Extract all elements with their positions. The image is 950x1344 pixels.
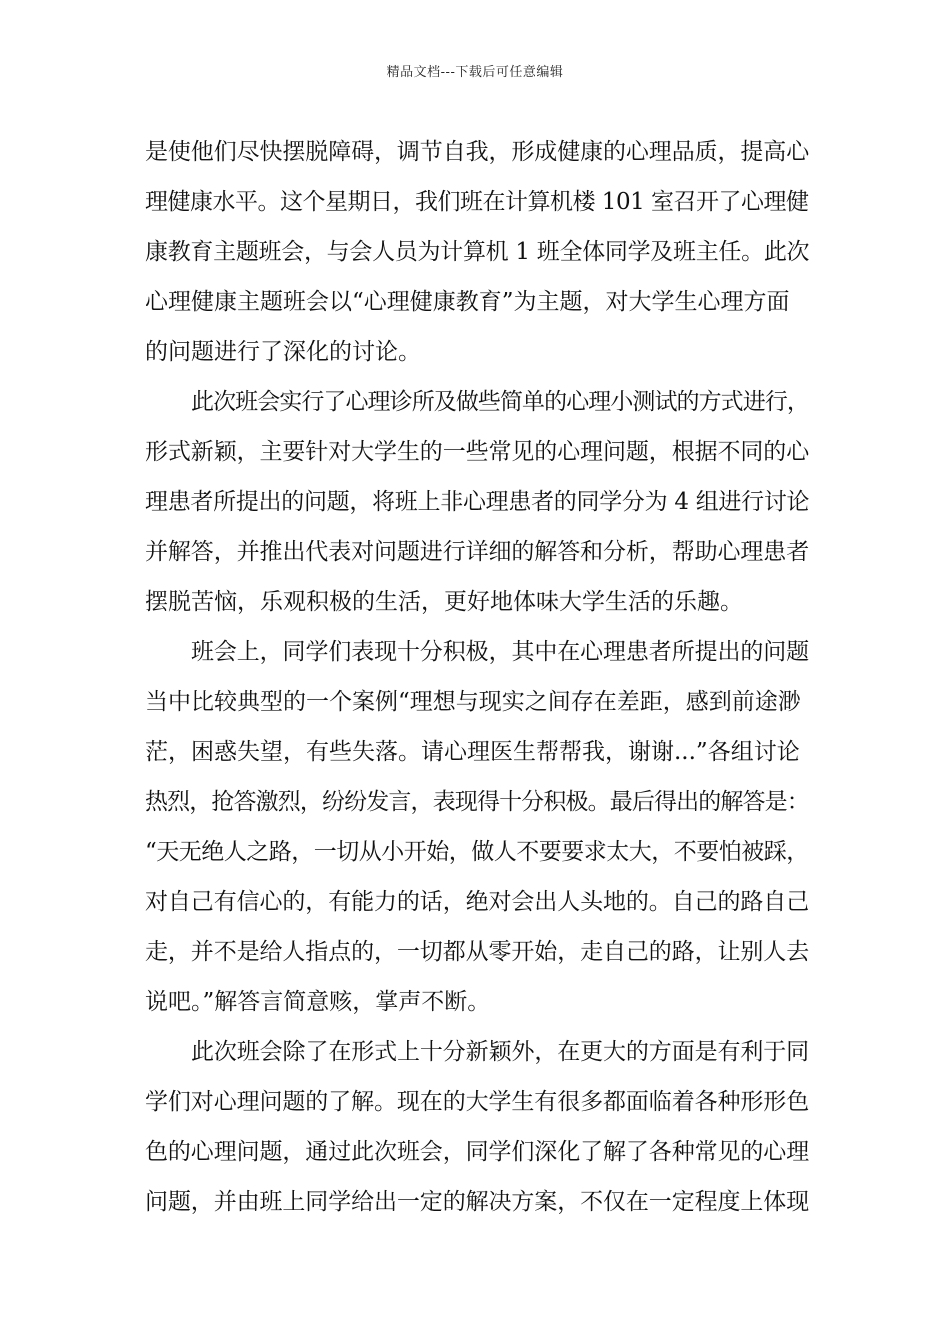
text-line: 茫，困惑失望，有些失落。请心理医生帮帮我，谢谢...”各组讨论 (145, 739, 800, 765)
text-line: 说吧。”解答言简意赅，掌声不断。 (145, 989, 491, 1015)
text-line: 心理健康主题班会以“心理健康教育”为主题，对大学生心理方面 (145, 289, 790, 315)
text-line: 摆脱苦恼，乐观积极的生活，更好地体味大学生活的乐趣。 (145, 589, 743, 615)
text-line: 问题，并由班上同学给出一定的解决方案，不仅在一定程度上体现 (145, 1189, 810, 1215)
text-line: 并解答，并推出代表对问题进行详细的解答和分析，帮助心理患者 (145, 539, 810, 565)
text-line: 色的心理问题，通过此次班会，同学们深化了解了各种常见的心理 (145, 1139, 810, 1165)
text-line: 此次班会除了在形式上十分新颖外，在更大的方面是有利于同 (191, 1039, 810, 1065)
text-line: 热烈，抢答激烈，纷纷发言，表现得十分积极。最后得出的解答是： (145, 789, 809, 815)
text-line: 形式新颖，主要针对大学生的一些常见的心理问题，根据不同的心 (145, 439, 810, 465)
text-line: 学们对心理问题的了解。现在的大学生有很多都面临着各种形形色 (145, 1089, 810, 1115)
text-line: 康教育主题班会，与会人员为计算机 1 班全体同学及班主任。此次 (145, 239, 810, 265)
text-line: “天无绝人之路，一切从小开始，做人不要要求太大，不要怕被踩， (145, 839, 809, 865)
document-body (145, 127, 809, 1227)
text-line: 是使他们尽快摆脱障碍，调节自我，形成健康的心理品质，提高心 (145, 139, 810, 165)
text-line: 理患者所提出的问题，将班上非心理患者的同学分为 4 组进行讨论 (145, 489, 810, 515)
page-header: 精品文档---下载后可任意编辑 (386, 65, 564, 80)
text-line: 理健康水平。这个星期日，我们班在计算机楼 101 室召开了心理健 (145, 189, 809, 215)
text-line: 的问题进行了深化的讨论。 (145, 339, 421, 365)
text-line: 对自己有信心的，有能力的话，绝对会出人头地的。自己的路自己 (145, 889, 810, 915)
text-line: 走，并不是给人指点的，一切都从零开始，走自己的路，让别人去 (145, 939, 810, 965)
text-line: 当中比较典型的一个案例“理想与现实之间存在差距，感到前途渺 (145, 689, 801, 715)
text-line: 此次班会实行了心理诊所及做些简单的心理小测试的方式进行， (191, 389, 809, 415)
text-line: 班会上，同学们表现十分积极，其中在心理患者所提出的问题 (191, 639, 810, 665)
